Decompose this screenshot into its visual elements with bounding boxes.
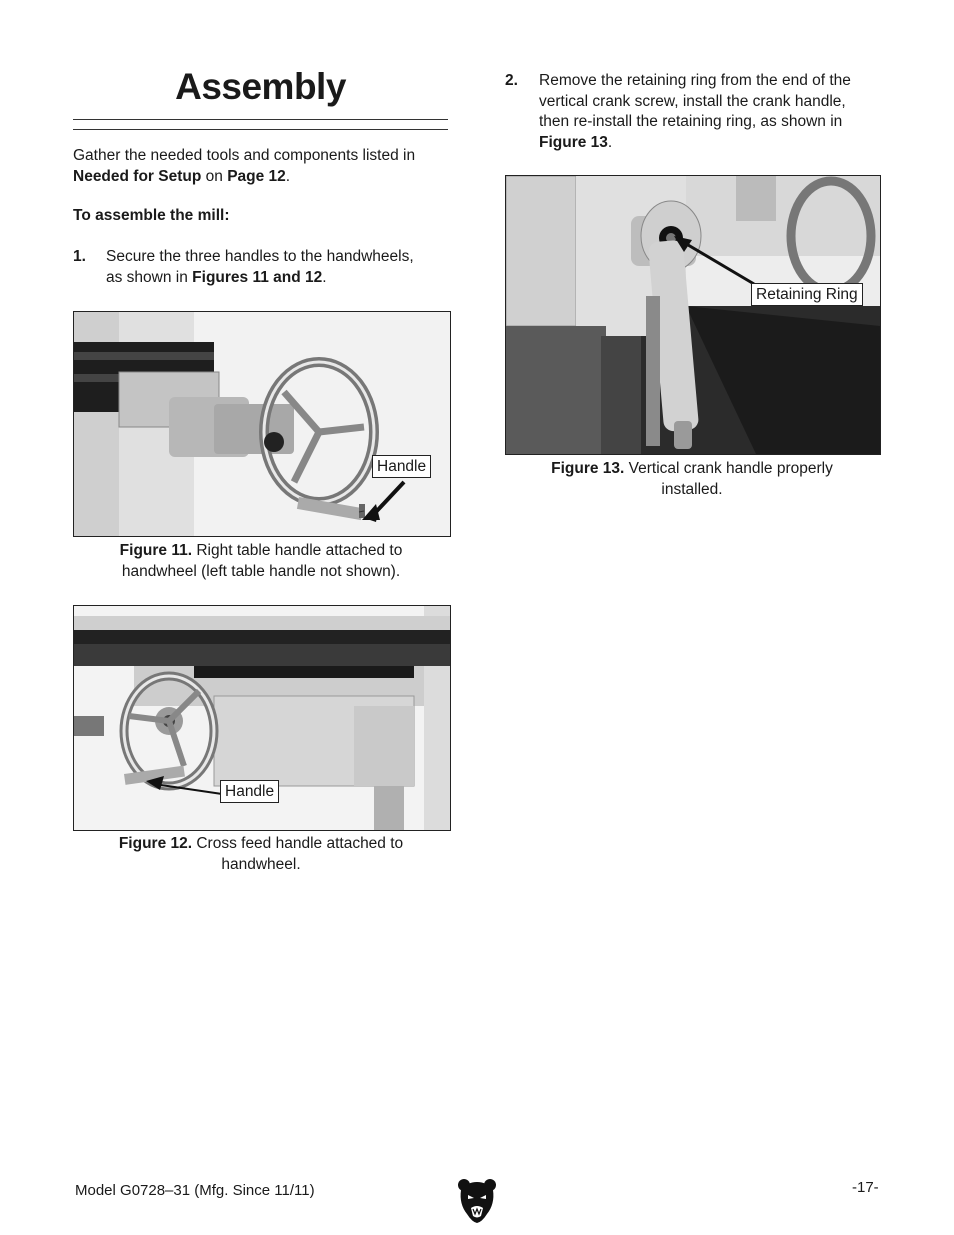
figure-13-callout-retaining-ring: Retaining Ring (751, 283, 863, 306)
step2-line1: Remove the retaining ring from the end of the (539, 72, 851, 89)
figure-13-caption-label: Figure 13. (551, 460, 625, 477)
figure-12-caption-label: Figure 12. (118, 835, 193, 852)
intro-paragraph (73, 146, 453, 187)
step2-suffix: . (607, 133, 613, 151)
bear-head-logo-icon (457, 1178, 497, 1224)
title-rule-bottom (73, 129, 448, 130)
title-rule-top (73, 119, 448, 120)
figure-11-image (73, 311, 451, 537)
figure-11-caption-line2: handwheel (left table handle not shown). (121, 562, 401, 580)
step1-suffix: . (322, 268, 327, 286)
figure-12-callout-handle: Handle (220, 780, 279, 803)
intro-prefix: Gather the needed tools and components listed in (73, 147, 416, 164)
step1-text (106, 247, 456, 288)
step1-number: 1. (73, 248, 86, 265)
step1-figure-ref: Figures 11 and 12 (192, 268, 323, 286)
step2-text (539, 71, 884, 153)
intro-suffix: . (285, 167, 291, 185)
intro-link-needed-for-setup: Needed for Setup (73, 167, 202, 185)
figure-12-caption (73, 834, 449, 875)
intro-mid: on (201, 167, 228, 185)
step2-figure-ref: Figure 13 (539, 133, 608, 151)
page-title: Assembly (175, 66, 346, 107)
figure-11-caption (73, 541, 449, 582)
footer-model: Model G0728–31 (Mfg. Since 11/11) (75, 1182, 315, 1199)
figure-12-image (73, 605, 451, 831)
figure-11-callout-handle: Handle (372, 455, 431, 478)
figure-12-caption-line1: Cross feed handle attached to (192, 835, 404, 852)
step1-line1: Secure the three handles to the handwheels, (106, 248, 414, 265)
figure-13-caption-line1: Vertical crank handle properly (624, 460, 833, 477)
figure-11-illustration (74, 312, 450, 536)
step2-line2: vertical crank screw, install the crank handle, (539, 92, 846, 110)
figure-13-caption (505, 459, 879, 500)
step2-number: 2. (505, 72, 518, 89)
figure-11-caption-label: Figure 11. (119, 542, 193, 559)
step1-line2: as shown in (106, 268, 193, 286)
figure-12-caption-line2: handwheel. (221, 855, 301, 873)
figure-13-illustration (506, 176, 880, 454)
subheading: To assemble the mill: (73, 207, 230, 224)
intro-link-page: Page 12 (227, 167, 286, 185)
figure-11-caption-line1: Right table handle attached to (192, 542, 403, 559)
step2-line3: then re-install the retaining ring, as shown in (539, 113, 843, 130)
figure-13-image (505, 175, 881, 455)
footer-page-number: -17- (852, 1179, 879, 1196)
figure-13-caption-line2: installed. (661, 480, 723, 498)
